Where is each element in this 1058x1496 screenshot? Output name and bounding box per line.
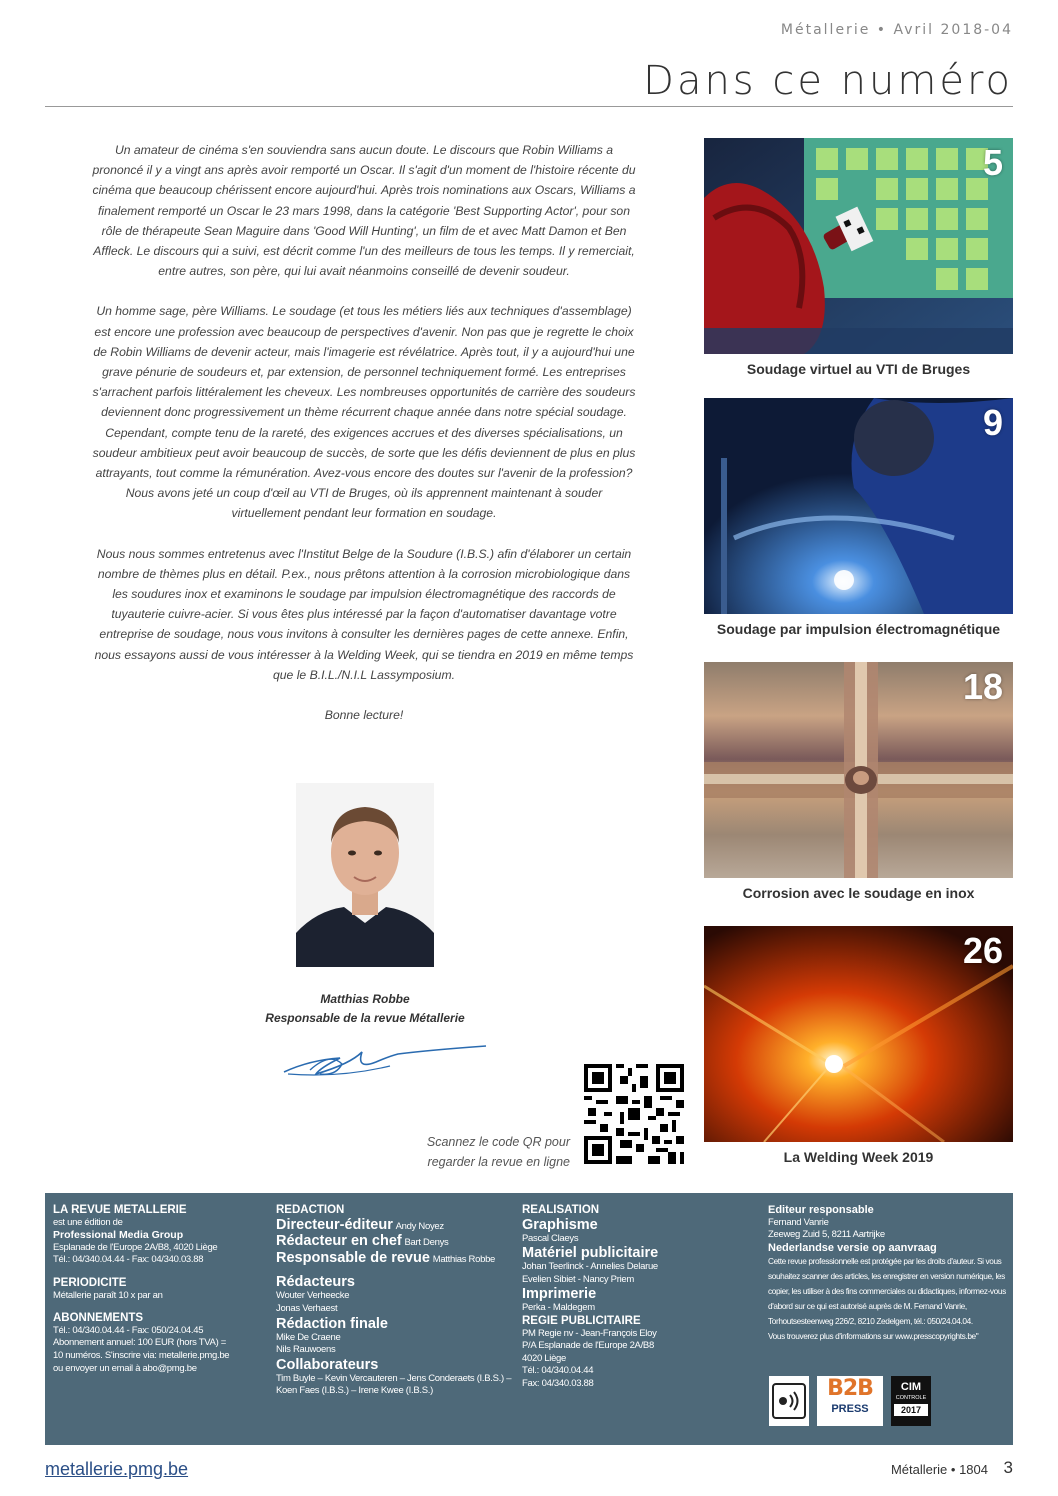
page-number-badge: 9 xyxy=(982,402,1003,443)
impressum-text: Abonnement annuel: 100 EUR (hors TVA) = xyxy=(53,1337,227,1349)
author-name: Matthias Robbe xyxy=(320,992,410,1006)
press-copyright-logo xyxy=(769,1376,809,1426)
page-number-badge: 26 xyxy=(962,930,1003,971)
impressum-text: Koen Faes (I.B.S.) – Irene Kwee (I.B.S.) xyxy=(276,1385,433,1397)
impressum-text: ou envoyer un email à abo@pmg.be xyxy=(53,1362,197,1374)
thumbnail-caption: Corrosion avec le soudage en inox xyxy=(742,885,975,901)
impressum-text: Torhoutsesteenweg 226/2, 8210 Zedelgem, tél.: 050/24.04.04. xyxy=(768,1316,973,1327)
impressum-text: PM Regie nv - Jean-François Eloy xyxy=(522,1327,657,1339)
impressum-heading: Graphisme xyxy=(522,1216,598,1233)
impressum-heading: Rédacteurs xyxy=(276,1274,355,1291)
thumbnail-caption: La Welding Week 2019 xyxy=(783,1149,934,1165)
footer-issue: Métallerie • 1804 xyxy=(890,1462,988,1477)
impressum-text: d'abord sur ce qui est autorisé auprès de M. Fernand Vanrie, xyxy=(768,1301,967,1312)
impressum-text: Professional Media Group xyxy=(53,1229,184,1242)
page-number: 3 xyxy=(1003,1458,1013,1477)
impressum-text: Wouter Verheecke xyxy=(276,1290,350,1302)
editorial-closing: Bonne lecture! xyxy=(324,708,404,723)
impressum-text: copier, les utiliser à des fins commerciales ou didactiques, informez-vous xyxy=(768,1286,1006,1297)
thumbnail-caption: Soudage virtuel au VTI de Bruges xyxy=(746,361,971,377)
thumbnail-caption: Soudage par impulsion électromagnétique xyxy=(716,621,1001,637)
impressum-text: Tél.: 04/340.04.44 xyxy=(522,1365,594,1377)
qr-caption-line-2: regarder la revue en ligne xyxy=(427,1155,570,1169)
impressum-text: Tél.: 04/340.04.44 - Fax: 050/24.04.45 xyxy=(53,1324,204,1336)
impressum-heading: Collaborateurs xyxy=(276,1356,379,1373)
b2b-logo-text: PRESS xyxy=(831,1403,869,1415)
impressum-column-editorial xyxy=(276,1204,516,1398)
cim-logo-year: 2017 xyxy=(894,1404,928,1416)
impressum-text: Métallerie paraît 10 x par an xyxy=(53,1289,163,1301)
impressum-heading: Editeur responsable xyxy=(768,1204,874,1216)
impressum-text: souhaitez scanner des articles, les enregistrer en version numérique, les xyxy=(768,1271,1005,1282)
impressum-text: Fax: 04/340.03.88 xyxy=(522,1377,594,1389)
footer-website-link[interactable]: metallerie.pmg.be xyxy=(45,1459,189,1479)
impressum-heading: Rédaction finale xyxy=(276,1315,388,1332)
title-divider xyxy=(45,106,1013,107)
impressum-text: Perka - Maldegem xyxy=(522,1302,595,1314)
editorial-paragraph-3: Nous nous sommes entretenus avec l'Institut Belge de la Soudure (I.B.S.) afin d'élaborer un certain nombre de thèmes plus en détail. P.ex., nous prêtons attention à la corrosion microbiologique dans les soudures inox et examinons le soudage par impulsion électromagnétique des raccords de tuyauterie cuivre-acier. Si vous êtes plus intéressé par la façon d'automatiser davantage votre entreprise de soudage, nous vous invitons à consulter les dernières pages de cette annexe. Enfin, nous essayons aussi de vous intéresser à la Welding Week, qui se tiendra en 2019 en même temps que le B.I.L./N.I.L Lassymposium. xyxy=(94,546,634,682)
impressum-text: Jonas Verhaest xyxy=(276,1302,338,1314)
impressum-text: Zeeweg Zuid 5, 8211 Aartrijke xyxy=(768,1229,885,1241)
impressum-column-legal xyxy=(768,1204,1008,1344)
cim-logo-mark: CIM xyxy=(900,1381,922,1393)
page-title: Dans ce numéro xyxy=(643,58,1013,104)
handwritten-signature xyxy=(280,1040,490,1082)
qr-caption-line-1: Scannez le code QR pour xyxy=(426,1135,570,1149)
impressum-text: Fernand Vanrie xyxy=(768,1216,829,1228)
thumbnail-welding-week[interactable] xyxy=(704,926,1013,1142)
impressum-role: Directeur-éditeur xyxy=(276,1216,393,1233)
cim-logo-text: CONTROLE xyxy=(895,1395,927,1401)
thumbnail-electromagnetic-welding[interactable] xyxy=(704,398,1013,614)
impressum-text: Tim Buyle – Kevin Vercauteren – Jens Conderaets (I.B.S.) – xyxy=(276,1372,512,1384)
impressum-text: Pascal Claeys xyxy=(522,1232,579,1244)
impressum-role: Responsable de revue xyxy=(276,1249,430,1266)
author-role: Responsable de la revue Métallerie xyxy=(265,1011,465,1025)
impressum-text: Tél.: 04/340.04.44 - Fax: 04/340.03.88 xyxy=(53,1254,204,1266)
impressum-heading: REALISATION xyxy=(522,1204,600,1216)
impressum-text: Esplanade de l'Europe 2A/B8, 4020 Liège xyxy=(53,1241,218,1253)
impressum-text: est une édition de xyxy=(53,1216,123,1228)
impressum-text: Johan Teerlinck - Annelies Delarue xyxy=(522,1261,658,1273)
impressum-column-production xyxy=(522,1204,752,1391)
impressum-column-publisher xyxy=(53,1204,268,1375)
impressum-heading: LA REVUE METALLERIE xyxy=(53,1204,187,1216)
editorial xyxy=(90,140,638,745)
author-photo xyxy=(296,783,434,967)
editorial-paragraph-2: Un homme sage, père Williams. Le soudage (et tous les métiers liés aux techniques d'assemblage) est encore une profession avec beaucoup de perspectives d'avenir. Non pas que je regrette le choix de Robin Williams de devenir acteur, mais l'imagerie est révélatrice. Après tout, il y a aujourd'hui une grave pénurie de soudeurs et, par extension, de personnel techniquement formé. Les entreprises s'arrachent parfois littéralement les cheveux. Les nombreuses opportunités de carrière des soudeurs deviennent donc progressivement un thème récurrent chaque année dans notre spécial soudage. Cependant, compte tenu de la rareté, des exigences accrues et des diverses spécialisations, un soudeur ambitieux peut avoir beaucoup de succès, de sorte que les défis deviennent de plus en plus attrayants, tout comme la rémunération. Avez-vous encore des doutes sur l'avenir de la profession? Nous avons jeté un coup d'œil au VTI de Bruges, où ils apprennent maintenant à souder virtuellement pendant leur formation en soudage. xyxy=(92,304,636,521)
impressum-role: Rédacteur en chef xyxy=(276,1233,402,1250)
page-number-badge: 5 xyxy=(982,142,1003,183)
impressum-heading: ABONNEMENTS xyxy=(53,1312,144,1325)
impressum-text: P/A Esplanade de l'Europe 2A/B8 xyxy=(522,1340,654,1352)
author-signature-block xyxy=(240,990,490,1028)
impressum-text: 4020 Liège xyxy=(522,1352,567,1364)
impressum-text: Mike De Craene xyxy=(276,1331,341,1343)
impressum-panel xyxy=(45,1193,1013,1445)
impressum-text: Vous trouverez plus d'informations sur www.presscopyrights.be" xyxy=(768,1331,979,1342)
impressum-text: Andy Noyez xyxy=(395,1220,444,1232)
impressum-text: 10 numéros. S'inscrire via: metallerie.pmg.be xyxy=(53,1349,230,1361)
qr-caption xyxy=(380,1132,570,1172)
impressum-heading: Matériel publicitaire xyxy=(522,1245,659,1262)
impressum-heading: REGIE PUBLICITAIRE xyxy=(522,1314,641,1327)
impressum-heading: Nederlandse versie op aanvraag xyxy=(768,1241,937,1254)
thumbnail-virtual-welding[interactable] xyxy=(704,138,1013,354)
header-issue: Métallerie • Avril 2018-04 xyxy=(780,22,1013,38)
impressum-heading: Imprimerie xyxy=(522,1286,597,1303)
impressum-heading: REDACTION xyxy=(276,1204,345,1216)
b2b-press-logo xyxy=(817,1376,883,1426)
page-number-badge: 18 xyxy=(962,666,1003,707)
editorial-paragraph-1: Un amateur de cinéma s'en souviendra sans aucun doute. Le discours que Robin Williams a prononcé il y a vingt ans après avoir remporté un Oscar. Il s'agit d'un moment de l'histoire récente du cinéma que beaucoup chérissent encore aujourd'hui. Après trois nominations aux Oscars, Williams a finalement remporté un Oscar le 23 mars 1998, dans la catégorie 'Best Supporting Actor', pour son rôle de thérapeute Sean Maguire dans 'Good Will Hunting', un film de et avec Matt Damon et Ben Affleck. Le discours qui a suivi, est décrit comme l'un des meilleurs de tous les temps. Il y remerciait, entre autres, son père, qui lui avait néanmoins conseillé de devenir soudeur. xyxy=(92,143,636,279)
impressum-text: Evelien Sibiet - Nancy Priem xyxy=(522,1273,634,1285)
cim-controle-logo xyxy=(891,1376,931,1426)
impressum-heading: PERIODICITE xyxy=(53,1276,127,1289)
certification-logos xyxy=(769,1376,934,1428)
impressum-text: Cette revue professionnelle est protégée par les droits d'auteur. Si vous xyxy=(768,1256,1002,1267)
b2b-logo-mark: B2B xyxy=(827,1376,873,1401)
impressum-text: Matthias Robbe xyxy=(432,1253,496,1265)
qr-code[interactable] xyxy=(584,1064,684,1164)
impressum-text: Nils Rauwoens xyxy=(276,1344,336,1356)
impressum-text: Bart Denys xyxy=(404,1237,449,1249)
thumbnail-stainless-corrosion[interactable] xyxy=(704,662,1013,878)
